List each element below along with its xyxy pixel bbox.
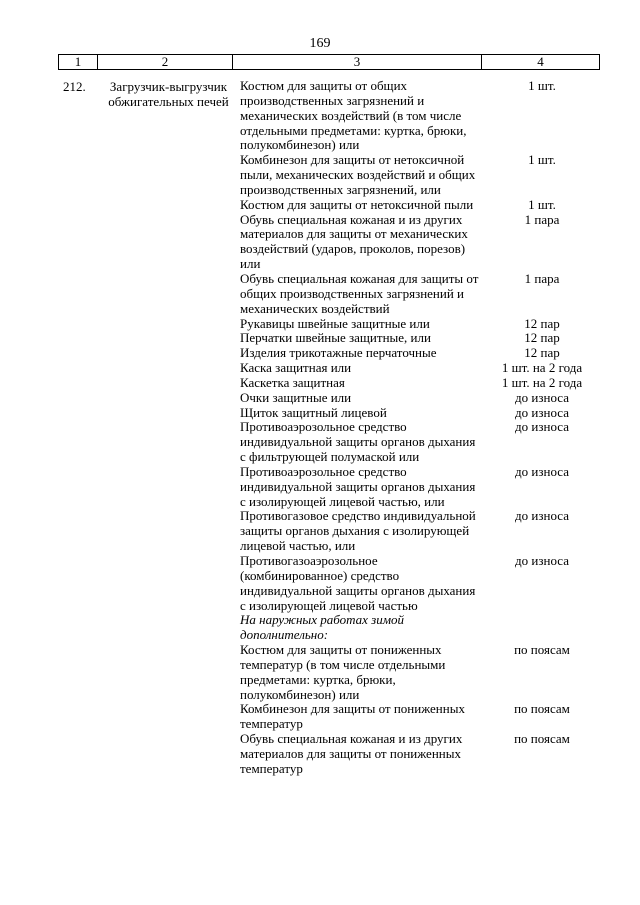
ppe-item-row <box>240 509 600 554</box>
ppe-item-quantity: по поясам <box>514 701 570 717</box>
ppe-item-quantity: 1 шт. <box>528 152 556 168</box>
table-header-row <box>58 54 600 70</box>
ppe-item-quantity: до износа <box>515 389 569 405</box>
ppe-item-quantity: до износа <box>515 404 569 420</box>
ppe-item-name-line: температур <box>240 760 303 776</box>
ppe-item-name-line: дополнительно: <box>240 627 329 643</box>
ppe-item-row <box>240 406 600 421</box>
ppe-item-quantity: 1 пара <box>524 270 560 286</box>
ppe-item-name-line: Костюм для защиты от пониженных <box>240 642 442 658</box>
ppe-item-name-line: Щиток защитный лицевой <box>240 404 387 420</box>
ppe-item-name <box>240 702 484 732</box>
ppe-item-name-line: Обувь специальная кожаная и из других <box>240 731 463 747</box>
ppe-item-name-line: с изолирующей лицевой частью <box>240 597 418 613</box>
ppe-item-row <box>240 272 600 317</box>
ppe-item-quantity: 1 шт. на 2 года <box>501 360 583 376</box>
ppe-item-row <box>240 732 600 777</box>
ppe-item-name-line: Очки защитные или <box>240 389 352 405</box>
ppe-item-name-line: Противоаэрозольное средство <box>240 463 407 479</box>
ppe-item-name-line: производственных загрязнений и <box>240 92 425 108</box>
ppe-item-quantity: 1 шт. на 2 года <box>501 374 583 390</box>
ppe-item-quantity: по поясам <box>514 731 570 747</box>
ppe-item-name-line: температур (в том числе отдельными <box>240 656 446 672</box>
ppe-item-quantity: 1 пара <box>524 211 560 227</box>
ppe-item-name-line: Изделия трикотажные перчаточные <box>240 345 437 361</box>
ppe-item-name-line: с фильтрующей полумаской или <box>240 449 420 465</box>
ppe-item-name <box>240 376 484 391</box>
ppe-item-quantity: 1 шт. <box>528 78 556 93</box>
ppe-item-name-line: На наружных работах зимой <box>240 612 405 628</box>
ppe-item-name-line: воздействий (ударов, проколов, порезов) <box>240 241 466 257</box>
ppe-item-name-line: производственных загрязнений, или <box>240 181 441 197</box>
ppe-item-row <box>240 420 600 465</box>
header-col-3: 3 <box>233 55 482 69</box>
ppe-item-row <box>240 213 600 272</box>
ppe-item-name-line: отдельными предметами: куртка, брюки, <box>240 122 467 138</box>
ppe-item-quantity: по поясам <box>514 642 570 658</box>
ppe-item-name-line: Комбинезон для защиты от пониженных <box>240 701 465 717</box>
ppe-item-name-line: Обувь специальная кожаная и из других <box>240 211 463 227</box>
ppe-item-name <box>240 79 484 153</box>
ppe-item-quantity: до износа <box>515 508 569 524</box>
position-title <box>101 79 236 109</box>
ppe-item-name-line: Костюм для защиты от общих <box>240 78 408 93</box>
ppe-item-row <box>240 376 600 391</box>
ppe-item-name <box>240 153 484 198</box>
ppe-item-name <box>240 554 484 613</box>
row-number: 212. <box>63 79 86 94</box>
ppe-item-quantity: 1 шт. <box>528 196 556 212</box>
header-col-2: 2 <box>98 55 233 69</box>
ppe-item-name-line: (комбинированное) средство <box>240 567 400 583</box>
ppe-item-name-line: защиты органов дыхания с изолирующей <box>240 523 470 539</box>
ppe-item-name-line: Каска защитная или <box>240 360 352 376</box>
ppe-item-row <box>240 198 600 213</box>
position-title-line: Загрузчик-выгрузчик <box>109 79 228 94</box>
ppe-item-quantity: до износа <box>515 553 569 568</box>
ppe-item-name-line: пыли, механических воздействий и общих <box>240 167 476 183</box>
ppe-item-name-line: механических воздействий <box>240 300 390 316</box>
ppe-item-name-line: Комбинезон для защиты от нетоксичной <box>240 152 465 168</box>
ppe-item-name-line: полукомбинезон) или <box>240 686 360 702</box>
ppe-item-name <box>240 465 484 510</box>
ppe-item-name-line: Перчатки швейные защитные, или <box>240 330 431 346</box>
ppe-item-row <box>240 153 600 198</box>
ppe-item-list <box>240 79 600 777</box>
header-col-4: 4 <box>537 54 544 69</box>
position-title-line: обжигательных печей <box>108 94 229 109</box>
ppe-item-quantity: до износа <box>515 419 569 435</box>
ppe-item-name <box>240 213 484 272</box>
ppe-item-row <box>240 391 600 406</box>
ppe-item-row <box>240 361 600 376</box>
ppe-item-row <box>240 317 600 332</box>
ppe-item-name-line: индивидуальной защиты органов дыхания <box>240 478 476 494</box>
ppe-item-name-line: или <box>240 256 261 272</box>
ppe-item-name <box>240 272 484 317</box>
ppe-item-name <box>240 643 484 702</box>
ppe-item-name-line: лицевой частью, или <box>240 538 356 554</box>
ppe-item-row <box>240 702 600 732</box>
ppe-item-row <box>240 554 600 613</box>
ppe-item-name-line: полукомбинезон) или <box>240 137 360 153</box>
ppe-item-quantity: 12 пар <box>524 345 560 361</box>
ppe-item-name-line: Обувь специальная кожаная для защиты от <box>240 270 479 286</box>
ppe-item-name-line: Каскетка защитная <box>240 374 345 390</box>
ppe-item-row <box>240 79 600 153</box>
ppe-item-name-line: Костюм для защиты от нетоксичной пыли <box>240 196 474 212</box>
ppe-item-quantity: 12 пар <box>524 315 560 331</box>
ppe-item-name-line: материалов для защиты от пониженных <box>240 745 461 761</box>
ppe-item-name-line: общих производственных загрязнений и <box>240 285 465 301</box>
ppe-item-name <box>240 732 484 777</box>
ppe-item-name-line: Противогазовое средство индивидуальной <box>240 508 476 524</box>
ppe-item-row <box>240 643 600 702</box>
ppe-item-name <box>240 346 484 361</box>
ppe-item-name-line: Рукавицы швейные защитные или <box>240 315 430 331</box>
ppe-item-quantity <box>484 613 600 643</box>
ppe-item-name-line: механических воздействий (в том числе <box>240 107 462 123</box>
ppe-item-name <box>240 317 484 332</box>
ppe-item-name-line: индивидуальной защиты органов дыхания <box>240 434 476 450</box>
ppe-item-name-line: предметами: куртка, брюки, <box>240 671 396 687</box>
ppe-item-name-line: с изолирующей лицевой частью, или <box>240 493 445 509</box>
ppe-item-name <box>240 420 484 465</box>
ppe-item-name-line: индивидуальной защиты органов дыхания <box>240 582 476 598</box>
ppe-item-name-line: материалов для защиты от механических <box>240 226 468 242</box>
ppe-item-row <box>240 613 600 643</box>
ppe-item-name <box>240 406 484 421</box>
ppe-item-name <box>240 391 484 406</box>
ppe-item-row <box>240 346 600 361</box>
ppe-item-name <box>240 613 484 643</box>
ppe-item-row <box>240 465 600 510</box>
ppe-item-name <box>240 361 484 376</box>
ppe-item-name <box>240 509 484 554</box>
ppe-item-row <box>240 331 600 346</box>
ppe-item-name-line: Противоаэрозольное средство <box>240 419 407 435</box>
header-col-1: 1 <box>59 55 98 69</box>
ppe-item-name <box>240 331 484 346</box>
ppe-item-name-line: температур <box>240 716 303 732</box>
ppe-item-name <box>240 198 484 213</box>
ppe-item-quantity: до износа <box>515 463 569 479</box>
ppe-item-name-line: Противогазоаэрозольное <box>240 553 378 568</box>
ppe-item-quantity: 12 пар <box>524 330 560 346</box>
page-number: 169 <box>309 36 331 51</box>
